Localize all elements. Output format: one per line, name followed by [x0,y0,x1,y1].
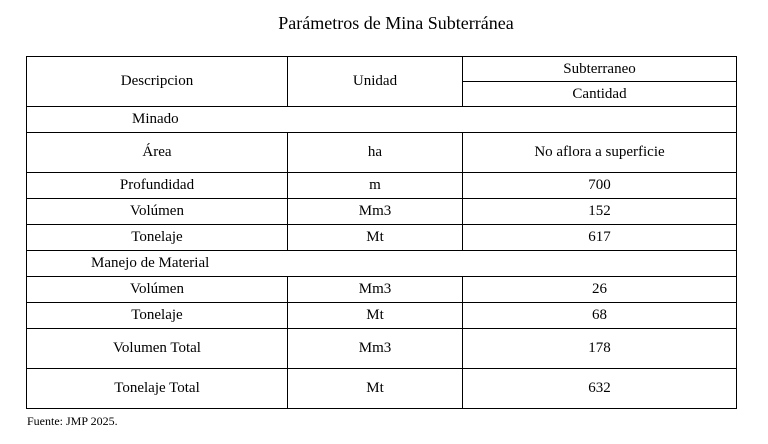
section-label-manejo [27,251,737,277]
parameters-table [26,56,737,409]
header-descripcion: Descripcion [27,57,288,107]
table-row [27,199,737,225]
cell-cantidad: 26 [463,277,737,303]
table-row [27,277,737,303]
header-row [27,57,737,82]
total-row [27,369,737,409]
cell-descripcion: Volúmen [27,199,288,225]
cell-unidad: Mm3 [288,329,463,369]
cell-descripcion: Área [27,133,288,173]
table-row [27,303,737,329]
cell-unidad: Mt [288,303,463,329]
cell-cantidad: No aflora a superficie [463,133,737,173]
cell-cantidad: 178 [463,329,737,369]
cell-cantidad: 152 [463,199,737,225]
cell-descripcion: Volúmen [27,277,288,303]
cell-unidad: Mm3 [288,277,463,303]
cell-cantidad: 68 [463,303,737,329]
cell-cantidad: 632 [463,369,737,409]
cell-unidad: Mt [288,369,463,409]
cell-descripcion: Volumen Total [27,329,288,369]
cell-cantidad: 700 [463,173,737,199]
cell-unidad: Mm3 [288,199,463,225]
header-unidad: Unidad [288,57,463,107]
table-title: Parámetros de Mina Subterránea [278,13,514,33]
table-row [27,173,737,199]
section-label-minado [27,107,737,133]
cell-cantidad: 617 [463,225,737,251]
section-row-manejo [27,251,737,277]
header-cantidad: Cantidad [463,82,737,107]
cell-descripcion: Tonelaje [27,225,288,251]
cell-unidad: ha [288,133,463,173]
source-note: Fuente: JMP 2025. [27,414,118,428]
cell-descripcion: Profundidad [27,173,288,199]
header-subterraneo: Subterraneo [463,57,737,82]
section-label-text: Minado [132,111,179,127]
total-row [27,329,737,369]
table-row [27,225,737,251]
cell-unidad: m [288,173,463,199]
table-row [27,133,737,173]
section-row-minado [27,107,737,133]
cell-unidad: Mt [288,225,463,251]
section-label-text: Manejo de Material [91,255,210,271]
cell-descripcion: Tonelaje Total [27,369,288,409]
cell-descripcion: Tonelaje [27,303,288,329]
